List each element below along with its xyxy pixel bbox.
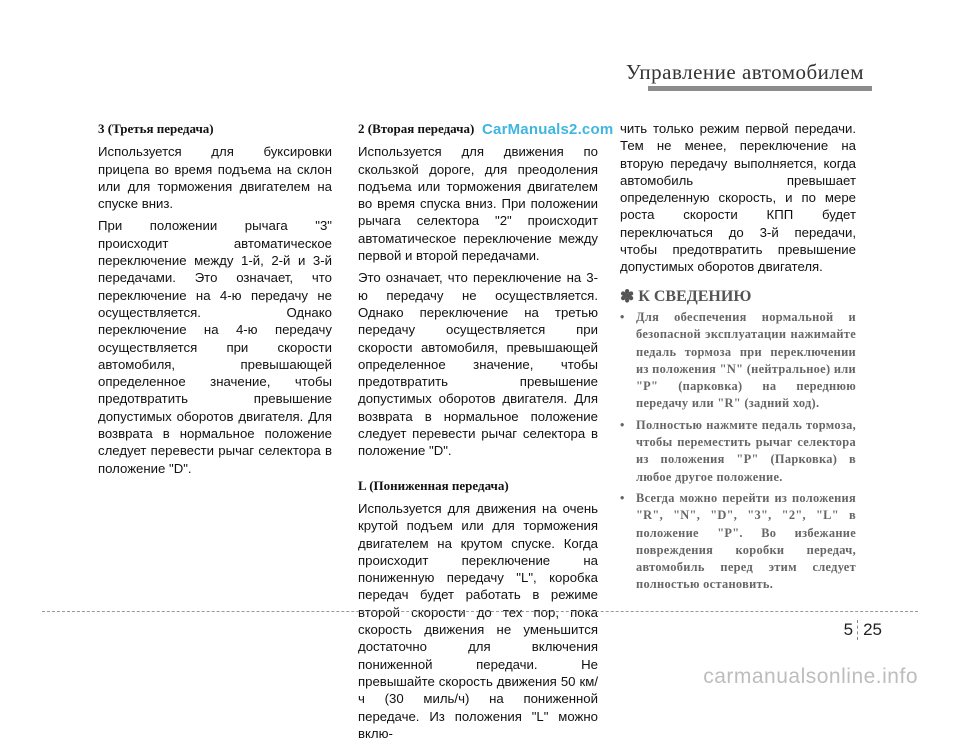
column-1 bbox=[98, 120, 332, 482]
watermark-carmanuals: CarManuals2.com bbox=[482, 121, 614, 138]
page-separator bbox=[857, 620, 859, 640]
paragraph: Это означает, что переключение на 3-ю передачу не осуществляется. Однако переключение на третью передачу осуществляется при скорости автомобиля, превышающей определенное значение, чтобы предотвратить превышение допустимых оборотов двигателя. Для возврата в нормальное положение следует перевести рычаг селектора в положение "D". bbox=[358, 270, 598, 459]
section-title: Управление автомобилем bbox=[625, 60, 864, 84]
column-2 bbox=[358, 120, 598, 747]
caution-heading bbox=[620, 288, 856, 305]
paragraph-low-gear-continued: чить только режим первой передачи. Тем не менее, переключение на вторую передачу выполняется, когда автомобиль превышает определенную скорость, и по мере роста скорости КПП будет переключаться до 3-й передачи, чтобы предотвратить превышение допустимых оборотов двигателя. bbox=[620, 121, 856, 275]
paragraph: Используется для движения по скользкой дороге, для преодоления подъема или торможения двигателем во время спуска вниз. При положении рычага селектора "2" происходит автоматическое переключение между первой и второй передачами. bbox=[358, 144, 598, 264]
paragraph: Используется для буксировки прицепа во время подъема на склон или для торможения двигателем на спуске вниз. bbox=[98, 144, 332, 212]
heading-second-gear: 2 (Вторая передача) bbox=[358, 121, 475, 136]
watermark-carmanualsonline: carmanualsonline.info bbox=[703, 665, 918, 688]
list-item: • Полностью нажмите педаль тормоза, чтобы переместить рычаг селектора из положения "P" (Парковка) в любое другое положение. bbox=[620, 417, 856, 484]
chapter-number: 5 bbox=[843, 620, 854, 639]
page-number bbox=[844, 620, 882, 640]
asterisk-icon: ✽ bbox=[620, 286, 635, 306]
paragraph-low-gear: Используется для движения на очень крутой подъем или для торможения двигателем на крутом спуске. Когда происходит переключение на пониженную передачу "L", коробка передач будет работать в режиме второй скорости до тех пор, пока скорость движения не уменьшится достаточно для включения пониженной передачи. Не превышайте скорость движения 50 км/ч (30 миль/ч) на пониженной передаче. Из положения "L" можно вклю- bbox=[358, 500, 598, 741]
caution-list bbox=[620, 309, 856, 594]
footer-rule bbox=[42, 611, 918, 612]
column-3 bbox=[620, 120, 856, 598]
paragraph: При положении рычага "3" происходит автоматическое переключение между 1-й, 2-й и 3-й передачами. Это означает, что переключение на 4-ю передачу не осуществляется. Однако переключение на 4-ю передачу осуществляется при скорости автомобиля, превышающей определенное значение, чтобы предотвратить превышение допустимых оборотов двигателя. Для возврата в нормальное положение следует перевести рычаг селектора в положение "D". bbox=[98, 218, 332, 476]
header-rule bbox=[648, 86, 872, 91]
heading-third-gear: 3 (Третья передача) bbox=[98, 121, 214, 136]
heading-low-gear: L (Пониженная передача) bbox=[358, 477, 509, 493]
page-number-value: 25 bbox=[863, 620, 882, 639]
list-item: • Для обеспечения нормальной и безопасной эксплуатации нажимайте педаль тормоза при переключении из положения "N" (нейтральное) или "P" (парковка) на переднюю передачу или "R" (задний ход). bbox=[620, 309, 856, 411]
caution-title: К СВЕДЕНИЮ bbox=[638, 287, 752, 305]
list-item: • Всегда можно перейти из положения "R", "N", "D", "3", "2", "L" в положение "P". Во избежание повреждения коробки передач, автомобиль перед этим следует полностью остановить. bbox=[620, 490, 856, 592]
